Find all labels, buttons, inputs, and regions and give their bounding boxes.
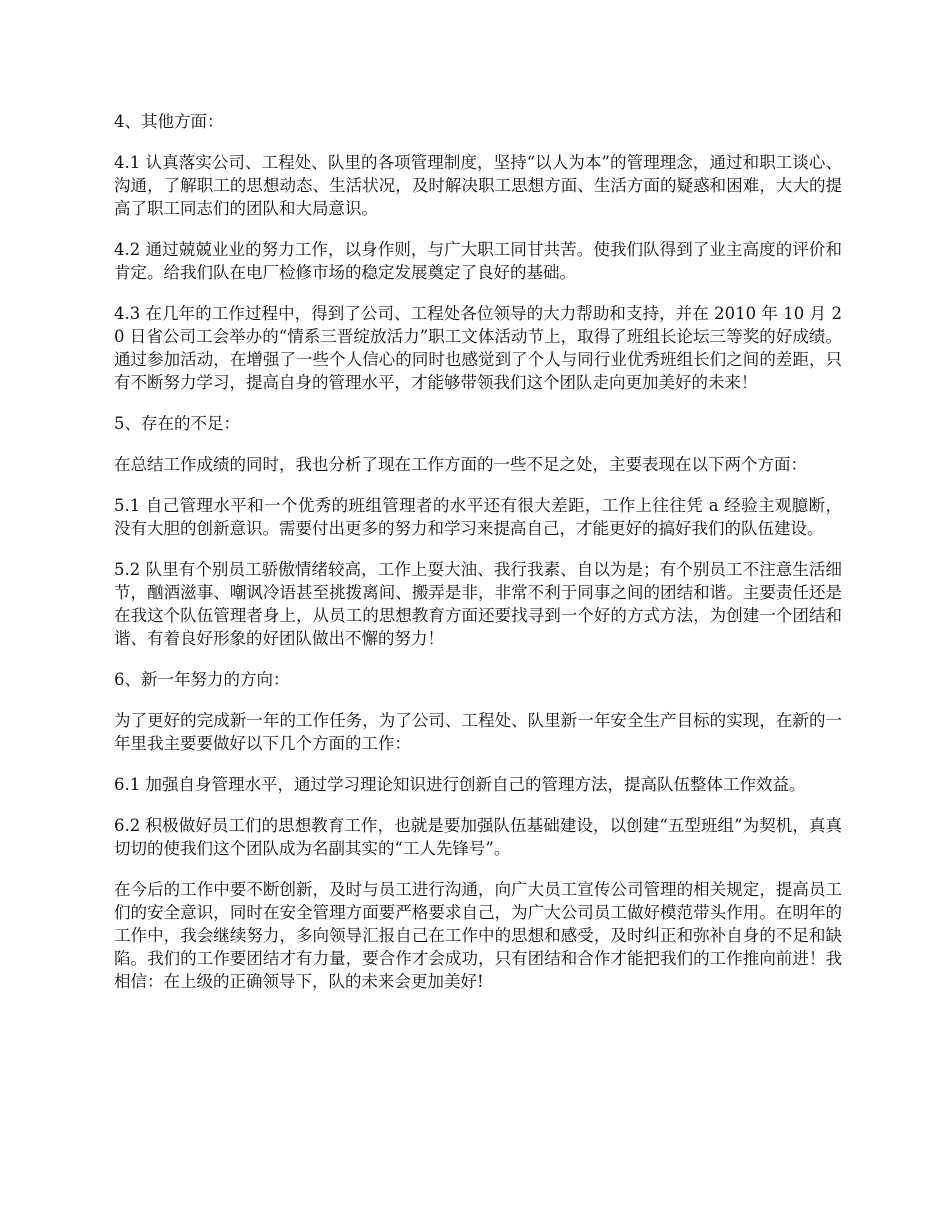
document-body [114,110,842,1011]
paragraph-5-2: 5.2 队里有个别员工骄傲情绪较高，工作上耍大油、我行我素、自以为是；有个别员工不注意生活细节，酗酒滋事、嘲讽冷语甚至挑拨离间、搬弄是非，非常不利于同事之间的团结和谐。主要责任还是在我这个队伍管理者身上，从员工的思想教育方面还要找寻到一个好的方式方法，为创建一个团结和谐、有着良好形象的好团队做出不懈的努力！ [114,560,842,648]
section-heading-direction: 6、新一年努力的方向： [114,670,290,689]
paragraph-5-1: 5.1 自己管理水平和一个优秀的班组管理者的水平还有很大差距，工作上往往凭 a 经验主观臆断，没有大胆的创新意识。需要付出更多的努力和学习来提高自己，才能更好的搞好我们的队伍建设。 [114,496,842,538]
paragraph-4-3: 4.3 在几年的工作过程中，得到了公司、工程处各位领导的大力帮助和支持，并在 2010 年 10 月 20 日省公司工会举办的“情系三晋绽放活力”职工文体活动节上，取得了班组长论坛三等奖的好成绩。通过参加活动，在增强了一些个人信心的同时也感觉到了个人与同行业优秀班组长们之间的差距，只有不断努力学习，提高自身的管理水平，才能够带领我们这个团队走向更加美好的未来！ [114,304,842,392]
paragraph-4-1: 4.1 认真落实公司、工程处、队里的各项管理制度，坚持“以人为本”的管理理念，通过和职工谈心、沟通，了解职工的思想动态、生活状况，及时解决职工思想方面、生活方面的疑惑和困难，大大的提高了职工同志们的团队和大局意识。 [114,153,842,218]
paragraph-conclusion: 在今后的工作中要不断创新，及时与员工进行沟通，向广大员工宣传公司管理的相关规定，提高员工们的安全意识，同时在安全管理方面要严格要求自己，为广大公司员工做好模范带头作用。在明年的工作中，我会继续努力，多向领导汇报自己在工作中的思想和感受，及时纠正和弥补自身的不足和缺陷。我们的工作要团结才有力量，要合作才会成功，只有团结和合作才能把我们的工作推向前进！我相信：在上级的正确领导下，队的未来会更加美好! [114,880,842,991]
paragraph-direction-intro: 为了更好的完成新一年的工作任务，为了公司、工程处、队里新一年安全生产目标的实现，在新的一年里我主要要做好以下几个方面的工作： [114,711,842,753]
section-heading-shortcomings: 5、存在的不足： [114,414,240,433]
paragraph-6-1: 6.1 加强自身管理水平，通过学习理论知识进行创新自己的管理方法，提高队伍整体工作效益。 [114,775,806,794]
paragraph-6-2: 6.2 积极做好员工们的思想教育工作，也就是要加强队伍基础建设，以创建“五型班组”为契机，真真切切的使我们这个团队成为名副其实的“工人先锋号”。 [114,816,842,858]
section-heading-other: 4、其他方面： [114,112,224,131]
paragraph-4-2: 4.2 通过兢兢业业的努力工作，以身作则，与广大职工同甘共苦。使我们队得到了业主高度的评价和肯定。给我们队在电厂检修市场的稳定发展奠定了良好的基础。 [114,240,842,282]
paragraph-shortcomings-intro: 在总结工作成绩的同时，我也分析了现在工作方面的一些不足之处，主要表现在以下两个方面： [114,455,807,474]
